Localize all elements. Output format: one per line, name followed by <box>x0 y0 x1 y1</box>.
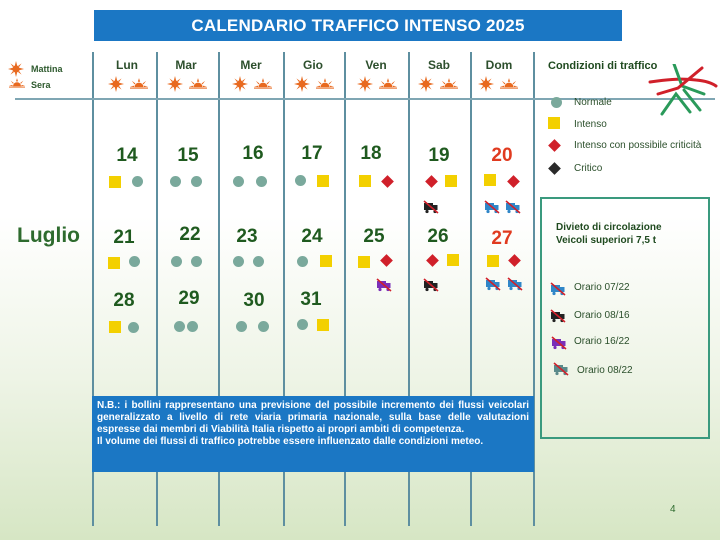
intenso-marker <box>108 257 120 269</box>
disclaimer-text: N.B.: i bollini rappresentano una previsione del possibile incremento dei flussi veicolari generalizzato a livello di rete viaria primaria nazionale, sulla base delle valutazioni espresse dai membri di Viabilità Italia rispetto ai propri ambiti di competenza. <box>97 400 529 435</box>
page-number: 4 <box>670 504 676 515</box>
truck-ban-0722-icon <box>485 277 501 291</box>
truck-ban-title-line1: Divieto di circolazione <box>556 222 662 233</box>
intenso-marker <box>320 255 332 267</box>
truck-ban-legend-0822: Orario 08/22 <box>577 365 633 376</box>
page-title: CALENDARIO TRAFFICO INTENSO 2025 <box>94 10 622 41</box>
day-header-gio: Gio <box>303 58 323 72</box>
day-number: 28 <box>113 290 135 311</box>
day-header-ven: Ven <box>365 58 387 72</box>
normale-marker <box>174 321 185 332</box>
evening-sun-icon <box>9 78 25 88</box>
day-number: 29 <box>178 288 200 309</box>
truck-ban-legend-title <box>556 221 706 247</box>
disclaimer-note <box>92 396 534 472</box>
truck-ban-0816-icon <box>423 200 439 214</box>
intenso-marker <box>317 175 329 187</box>
morning-sun-icon <box>167 76 183 92</box>
normale-marker <box>191 176 202 187</box>
normale-marker <box>170 176 181 187</box>
evening-label: Sera <box>31 80 51 90</box>
legend-critico-diamond <box>548 162 561 175</box>
normale-marker <box>297 319 308 330</box>
morning-sun-icon <box>8 61 24 77</box>
evening-sun-icon <box>440 78 458 89</box>
criticita-marker <box>426 254 439 267</box>
legend-normale-label: Normale <box>574 97 612 108</box>
intenso-marker <box>109 321 121 333</box>
disclaimer-weather-text: Il volume dei flussi di traffico potrebbe essere influenzato dalle condizioni meteo. <box>97 436 484 447</box>
truck-ban-title-line2: Veicoli superiori 7,5 t <box>556 235 657 246</box>
day-number: 18 <box>360 143 382 164</box>
day-header-mar: Mar <box>175 58 197 72</box>
truck-ban-0722-icon <box>550 282 566 296</box>
legend-intenso-square <box>548 117 560 129</box>
evening-sun-icon <box>316 78 334 89</box>
intenso-marker <box>359 175 371 187</box>
day-number: 31 <box>300 289 322 310</box>
evening-sun-icon <box>379 78 397 89</box>
truck-ban-0722-icon <box>484 200 500 214</box>
truck-ban-1622-icon <box>376 278 392 292</box>
evening-sun-icon <box>130 78 148 89</box>
truck-ban-0722-icon <box>507 277 523 291</box>
intenso-marker <box>358 256 370 268</box>
legend-critico-label: Critico <box>574 163 603 174</box>
viabilita-logo-icon <box>644 64 718 116</box>
truck-ban-0816-icon <box>550 309 566 323</box>
normale-marker <box>253 256 264 267</box>
intenso-marker <box>447 254 459 266</box>
day-number: 27 <box>491 228 513 249</box>
legend-normale-dot <box>551 97 562 108</box>
morning-label: Mattina <box>31 64 63 74</box>
legend-criticita-label: Intenso con possibile criticità <box>574 140 702 151</box>
morning-sun-icon <box>294 76 310 92</box>
evening-sun-icon <box>500 78 518 89</box>
intenso-marker <box>109 176 121 188</box>
truck-ban-0816-icon <box>423 278 439 292</box>
day-number: 25 <box>363 226 385 247</box>
day-number: 21 <box>113 227 135 248</box>
normale-marker <box>236 321 247 332</box>
day-header-dom: Dom <box>485 58 513 72</box>
normale-marker <box>187 321 198 332</box>
normale-marker <box>233 256 244 267</box>
day-number: 24 <box>301 226 323 247</box>
truck-ban-0722-icon <box>505 200 521 214</box>
normale-marker <box>171 256 182 267</box>
legend-criticita-diamond <box>548 139 561 152</box>
criticita-marker <box>508 254 521 267</box>
truck-ban-0822-icon <box>553 362 569 376</box>
criticita-marker <box>381 175 394 188</box>
day-number: 15 <box>177 145 199 166</box>
intenso-marker <box>487 255 499 267</box>
legend-intenso-label: Intenso <box>574 119 607 130</box>
truck-ban-legend-0816: Orario 08/16 <box>574 310 630 321</box>
normale-marker <box>191 256 202 267</box>
day-number: 30 <box>243 290 265 311</box>
day-number: 19 <box>428 145 450 166</box>
normale-marker <box>132 176 143 187</box>
day-number: 20 <box>491 145 513 166</box>
conditions-title: Condizioni di traffico <box>548 60 658 72</box>
criticita-marker <box>507 175 520 188</box>
intenso-marker <box>317 319 329 331</box>
day-number: 14 <box>116 145 138 166</box>
month-label: Luglio <box>17 224 80 247</box>
evening-sun-icon <box>189 78 207 89</box>
morning-sun-icon <box>108 76 124 92</box>
day-number: 23 <box>236 226 258 247</box>
day-number: 22 <box>179 224 201 245</box>
day-header-lun: Lun <box>116 58 138 72</box>
evening-sun-icon <box>254 78 272 89</box>
day-number: 16 <box>242 143 264 164</box>
normale-marker <box>233 176 244 187</box>
morning-sun-icon <box>357 76 373 92</box>
criticita-marker <box>425 175 438 188</box>
normale-marker <box>297 256 308 267</box>
normale-marker <box>128 322 139 333</box>
normale-marker <box>129 256 140 267</box>
truck-ban-legend-0722: Orario 07/22 <box>574 282 630 293</box>
normale-marker <box>258 321 269 332</box>
morning-sun-icon <box>418 76 434 92</box>
truck-ban-legend-1622: Orario 16/22 <box>574 336 630 347</box>
normale-marker <box>295 175 306 186</box>
day-header-sab: Sab <box>427 58 450 72</box>
day-number: 17 <box>301 143 323 164</box>
morning-sun-icon <box>232 76 248 92</box>
morning-sun-icon <box>478 76 494 92</box>
intenso-marker <box>445 175 457 187</box>
normale-marker <box>256 176 267 187</box>
criticita-marker <box>380 254 393 267</box>
intenso-marker <box>484 174 496 186</box>
day-number: 26 <box>427 226 449 247</box>
truck-ban-1622-icon <box>551 336 567 350</box>
day-header-mer: Mer <box>240 58 262 72</box>
